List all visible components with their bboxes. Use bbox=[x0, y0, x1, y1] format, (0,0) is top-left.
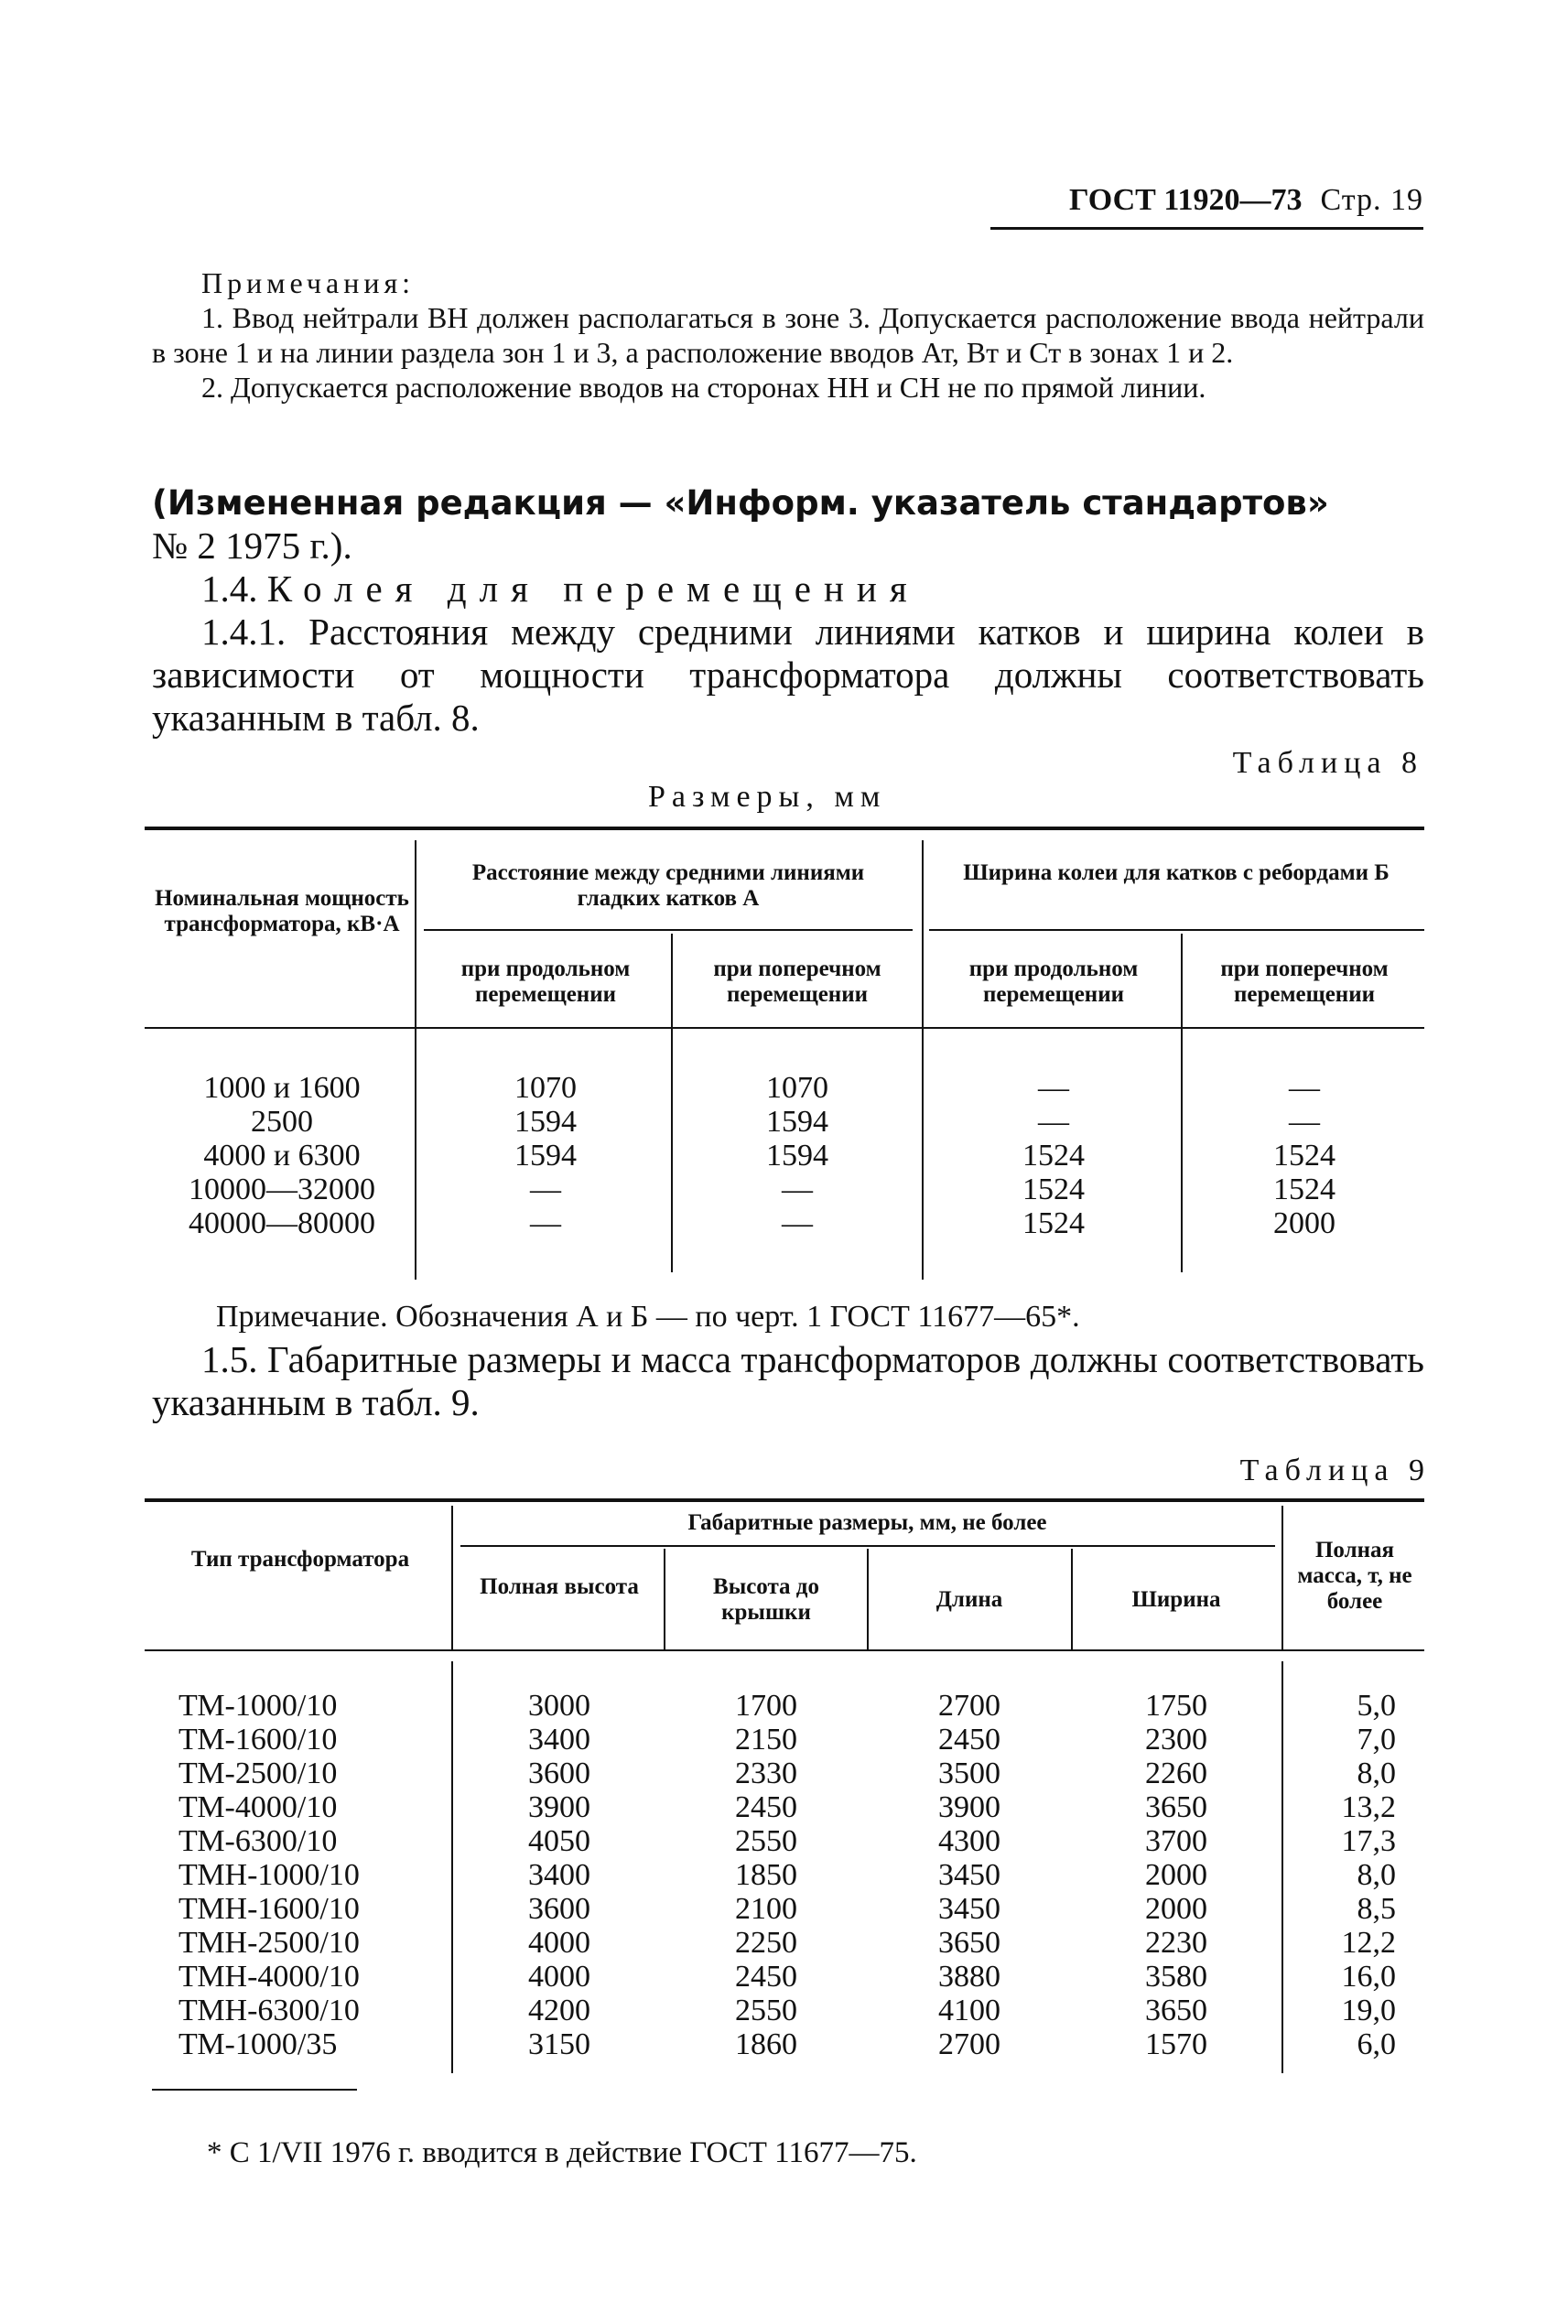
table9-col-type: Тип трансформатора bbox=[190, 1547, 410, 1572]
table9-group-dims: Габаритные размеры, мм, не более bbox=[687, 1510, 1047, 1535]
table9-top-rule bbox=[145, 1498, 1424, 1502]
table8-vline-2 bbox=[922, 840, 924, 1280]
table9-label: Таблица 9 bbox=[1239, 1454, 1431, 1487]
table9-vline-3 bbox=[867, 1549, 869, 1649]
table8-vline-3 bbox=[671, 934, 673, 1272]
table9-col-length: Длина bbox=[935, 1587, 1003, 1612]
table8-note: Примечание. Обозначения А и Б — по черт. 1 ГОСТ 11677—65*. bbox=[216, 1300, 1080, 1334]
table9-subrule bbox=[460, 1545, 1275, 1547]
amendment bbox=[152, 481, 1424, 524]
table8-label: Таблица 8 bbox=[1232, 746, 1423, 780]
amendment-bold: (Измененная редакция — «Информ. указатель стандартов» bbox=[152, 483, 1329, 523]
header-rule bbox=[990, 227, 1423, 230]
footnote-rule bbox=[152, 2089, 357, 2091]
section-1-4: 1.4. Колея для перемещения bbox=[201, 567, 920, 610]
table8-group-b: Ширина колеи для катков с ребордами Б bbox=[963, 860, 1390, 885]
table8-units: Размеры, мм bbox=[648, 780, 887, 814]
page-header bbox=[1069, 183, 1423, 218]
section-1-5-block bbox=[152, 1338, 1424, 1424]
table9-vline-2 bbox=[664, 1549, 665, 1649]
table8-sub-b-trans: при поперечном перемещении bbox=[1220, 957, 1389, 1007]
table9-col-width: Ширина bbox=[1131, 1587, 1221, 1612]
table9-col-mass: Полная масса, т, не более bbox=[1297, 1538, 1412, 1614]
table8-subrule-a bbox=[424, 929, 913, 931]
footnote: * С 1/VII 1976 г. вводится в действие ГОСТ 11677—75. bbox=[207, 2136, 917, 2169]
table8-top-rule bbox=[145, 827, 1424, 830]
amendment-rest: № 2 1975 г.). bbox=[152, 524, 352, 567]
table9-vline-1 bbox=[451, 1506, 453, 1649]
table8-sub-b-long: при продольном перемещении bbox=[968, 957, 1139, 1007]
notes-block bbox=[152, 265, 1424, 405]
note-item-1: 1. Ввод нейтрали ВН должен располагаться в зоне 3. Допускается расположение ввода нейтрали в зоне 1 и на линии раздела зон 1 и 3, а расположение вводов Ат, Вт и Ст в зонах 1 и 2. bbox=[152, 301, 1424, 369]
table9-vline-1b bbox=[451, 1661, 453, 2073]
table8-col-power: Номинальная мощность трансформатора, кВ·А bbox=[155, 886, 409, 936]
table9-vline-5 bbox=[1281, 1506, 1283, 1649]
table9-vline-5b bbox=[1281, 1661, 1283, 2073]
table8-vline-4 bbox=[1181, 934, 1183, 1272]
main-text bbox=[152, 481, 1424, 740]
section-1-4-title: Колея для перемещения bbox=[266, 567, 920, 610]
table8-vline-1 bbox=[415, 840, 416, 1280]
page-number: Стр. 19 bbox=[1320, 183, 1423, 217]
table9-col-height-cover: Высота до крышки bbox=[713, 1574, 819, 1625]
note-item-2: 2. Допускается расположение вводов на сторонах НН и СН не по прямой линии. bbox=[201, 371, 1206, 404]
table8-sub-a-long: при продольном перемещении bbox=[460, 957, 631, 1007]
standard-number: ГОСТ 11920—73 bbox=[1068, 183, 1303, 217]
table8-sub-a-trans: при поперечном перемещении bbox=[713, 957, 881, 1007]
table8-subrule-b bbox=[929, 929, 1424, 931]
table9-header-rule bbox=[145, 1649, 1424, 1651]
table8-header-rule bbox=[145, 1027, 1424, 1029]
table8-group-a: Расстояние между средними линиями гладких катков А bbox=[471, 860, 865, 911]
section-1-4-1: 1.4.1. Расстояния между средними линиями катков и ширина колеи в зависимости от мощности трансформатора должны соответствовать указанным в табл. 8. bbox=[152, 611, 1424, 739]
section-1-5: 1.5. Габаритные размеры и масса трансформаторов должны соответствовать указанным в табл. 9. bbox=[152, 1338, 1424, 1423]
table9-col-full-height: Полная высота bbox=[480, 1574, 639, 1599]
notes-heading: Примечания: bbox=[201, 266, 416, 299]
table9-vline-4 bbox=[1071, 1549, 1073, 1649]
